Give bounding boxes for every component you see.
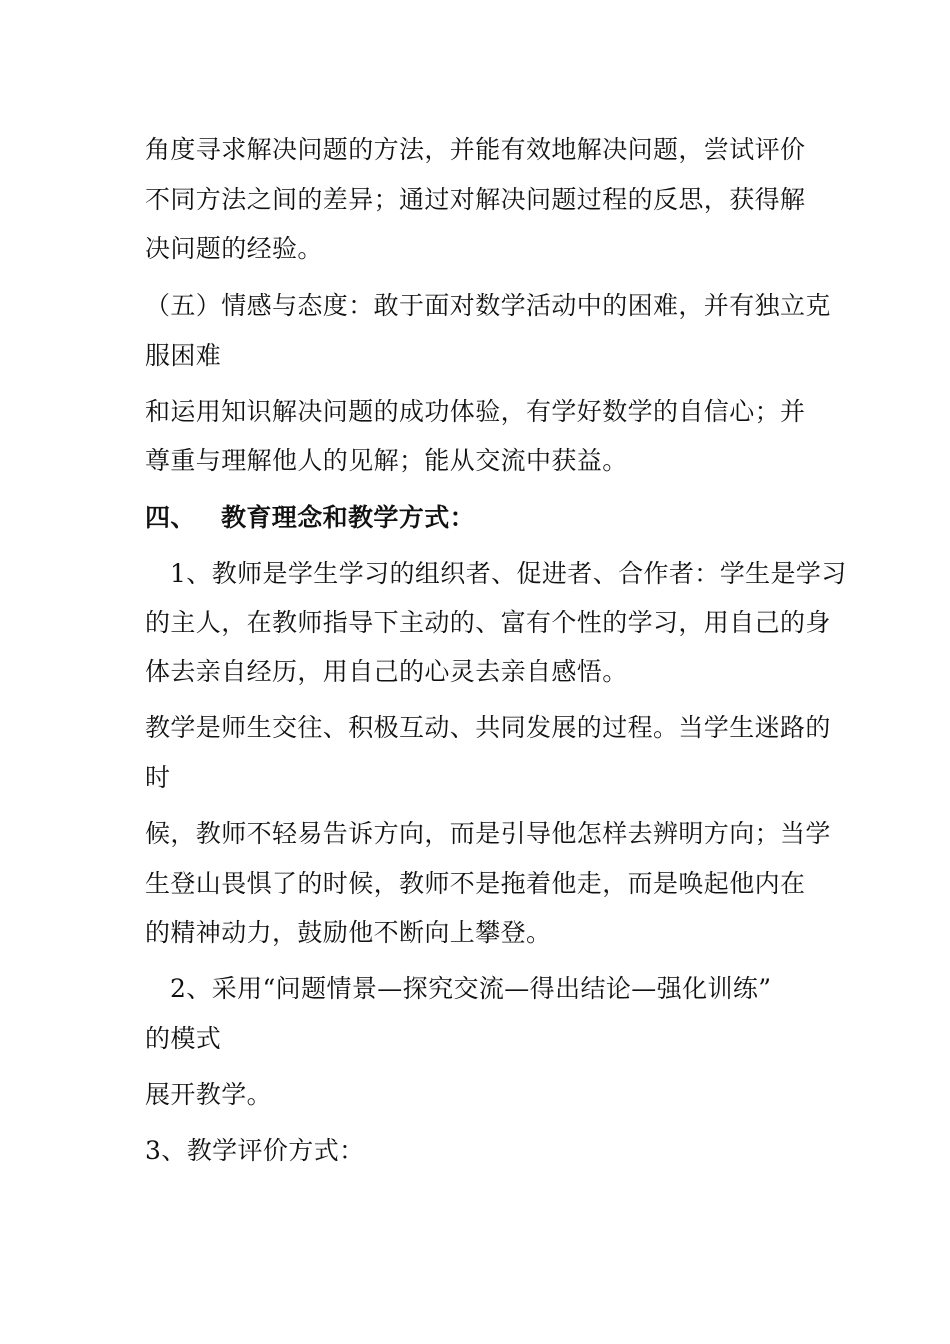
paragraph-4-line-1: 教学是师生交往、积极互动、共同发展的过程。当学生迷路的 — [145, 713, 831, 742]
paragraph-1-line-3: 决问题的经验。 — [145, 234, 323, 263]
item-1-line-3: 体去亲自经历，用自己的心灵去亲自感悟。 — [145, 657, 628, 686]
paragraph-6-line-1: 展开教学。 — [145, 1080, 273, 1109]
paragraph-5-line-1: 候，教师不轻易告诉方向，而是引导他怎样去辨明方向；当学 — [145, 819, 831, 848]
paragraph-2-line-1: （五）情感与态度：敢于面对数学活动中的困难，并有独立克 — [145, 291, 831, 320]
item-2-line-1: 2、采用“问题情景—探究交流—得出结论—强化训练” — [170, 974, 772, 1003]
paragraph-5-line-2: 生登山畏惧了的时候，教师不是拖着他走，而是唤起他内在 — [145, 869, 806, 898]
paragraph-4-line-2: 时 — [145, 763, 171, 792]
paragraph-1-line-1: 角度寻求解决问题的方法，并能有效地解决问题，尝试评价 — [145, 135, 806, 164]
item-1-line-1: 1、教师是学生学习的组织者、促进者、合作者：学生是学习 — [170, 559, 847, 588]
paragraph-5-line-3: 的精神动力，鼓励他不断向上攀登。 — [145, 918, 552, 947]
paragraph-3-line-2: 尊重与理解他人的见解；能从交流中获益。 — [145, 446, 628, 475]
section-heading-number: 四、 — [145, 503, 196, 532]
paragraph-3-line-1: 和运用知识解决问题的成功体验，有学好数学的自信心；并 — [145, 397, 806, 426]
section-heading-title: 教育理念和教学方式： — [221, 503, 476, 532]
paragraph-2-line-2: 服困难 — [145, 341, 222, 370]
item-3-line-1: 3、教学评价方式： — [145, 1136, 365, 1165]
paragraph-1-line-2: 不同方法之间的差异；通过对解决问题过程的反思，获得解 — [145, 185, 806, 214]
item-1-line-2: 的主人，在教师指导下主动的、富有个性的学习，用自己的身 — [145, 608, 831, 637]
item-2-line-2: 的模式 — [145, 1024, 222, 1053]
section-heading — [145, 501, 815, 535]
